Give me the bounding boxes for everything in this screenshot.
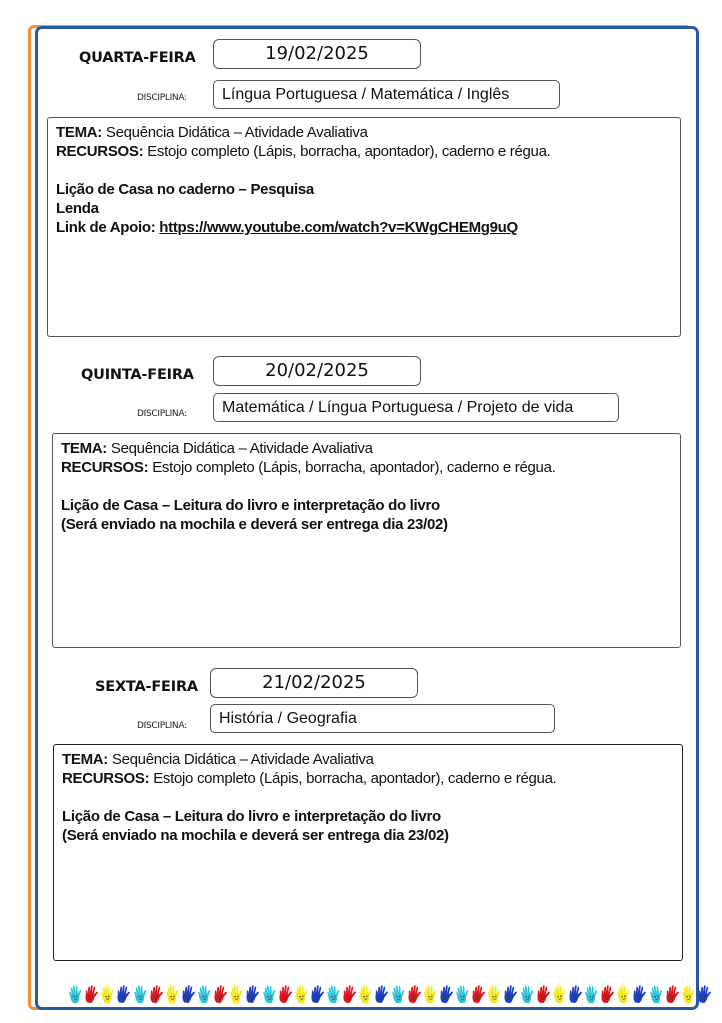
tema-text: Sequência Didática – Atividade Avaliativa <box>111 751 374 768</box>
hand-print-icon <box>244 984 260 1004</box>
hand-print-group <box>196 984 261 1006</box>
recursos-label: RECURSOS: <box>56 143 144 160</box>
support-link-line <box>56 218 672 237</box>
lesson-content-box <box>47 117 681 337</box>
recursos-label: RECURSOS: <box>61 459 149 476</box>
day-label: QUINTA-FEIRA <box>81 367 194 383</box>
hand-print-icon <box>115 984 131 1004</box>
hand-print-icon <box>519 984 535 1004</box>
hand-print-group <box>648 984 713 1006</box>
hand-print-icon <box>83 984 99 1004</box>
hand-print-icon <box>164 984 180 1004</box>
hand-print-icon <box>67 984 83 1004</box>
date-field: 19/02/2025 <box>213 39 421 69</box>
day-label: QUARTA-FEIRA <box>79 50 196 66</box>
hand-print-icon <box>373 984 389 1004</box>
recursos-text: Estojo completo (Lápis, borracha, apontador), caderno e régua. <box>152 459 556 476</box>
hand-print-icon <box>422 984 438 1004</box>
tema-label: TEMA: <box>56 124 102 141</box>
hand-print-icon <box>438 984 454 1004</box>
discipline-field: Matemática / Língua Portuguesa / Projeto de vida <box>213 393 619 422</box>
hand-print-icon <box>196 984 212 1004</box>
hand-print-icon <box>567 984 583 1004</box>
tema-label: TEMA: <box>62 751 108 768</box>
lesson-content-box <box>53 744 683 961</box>
hand-print-border <box>67 984 712 1006</box>
tema-line <box>61 439 672 458</box>
day-label: SEXTA-FEIRA <box>95 679 198 695</box>
homework-text: Lição de Casa no caderno – Pesquisa <box>56 181 314 198</box>
hand-print-group <box>390 984 455 1006</box>
tema-label: TEMA: <box>61 440 107 457</box>
hand-print-group <box>583 984 648 1006</box>
hand-print-icon <box>341 984 357 1004</box>
discipline-label: DISCIPLINA: <box>137 721 187 731</box>
recursos-line <box>56 142 672 161</box>
hand-print-icon <box>664 984 680 1004</box>
hand-print-icon <box>696 984 712 1004</box>
hand-print-icon <box>228 984 244 1004</box>
discipline-label: DISCIPLINA: <box>137 409 187 419</box>
hand-print-icon <box>648 984 664 1004</box>
hand-print-icon <box>148 984 164 1004</box>
support-link[interactable]: https://www.youtube.com/watch?v=KWgCHEMg9uQ <box>159 219 518 236</box>
recursos-text: Estojo completo (Lápis, borracha, apontador), caderno e régua. <box>153 770 557 787</box>
tema-line <box>62 750 674 769</box>
hand-print-icon <box>599 984 615 1004</box>
discipline-field: História / Geografia <box>210 704 555 733</box>
hand-print-icon <box>406 984 422 1004</box>
hand-print-icon <box>470 984 486 1004</box>
recursos-text: Estojo completo (Lápis, borracha, apontador), caderno e régua. <box>147 143 551 160</box>
hand-print-icon <box>390 984 406 1004</box>
tema-text: Sequência Didática – Atividade Avaliativa <box>110 440 373 457</box>
recursos-line <box>62 769 674 788</box>
support-link-label: Link de Apoio: <box>56 219 156 236</box>
homework-text: Lição de Casa – Leitura do livro e interpretação do livro <box>62 808 441 825</box>
hand-print-icon <box>454 984 470 1004</box>
hand-print-icon <box>132 984 148 1004</box>
hand-print-icon <box>277 984 293 1004</box>
homework-topic: Lenda <box>56 200 99 217</box>
hand-print-icon <box>212 984 228 1004</box>
tema-line <box>56 123 672 142</box>
hand-print-icon <box>99 984 115 1004</box>
discipline-label: DISCIPLINA: <box>137 93 187 103</box>
hand-print-group <box>261 984 326 1006</box>
hand-print-icon <box>631 984 647 1004</box>
discipline-field: Língua Portuguesa / Matemática / Inglês <box>213 80 560 109</box>
date-field: 20/02/2025 <box>213 356 421 386</box>
hand-print-icon <box>535 984 551 1004</box>
hand-print-group <box>67 984 132 1006</box>
hand-print-icon <box>486 984 502 1004</box>
hand-print-icon <box>309 984 325 1004</box>
hand-print-icon <box>502 984 518 1004</box>
hand-print-group <box>454 984 519 1006</box>
homework-note: (Será enviado na mochila e deverá ser entrega dia 23/02) <box>62 827 449 844</box>
hand-print-group <box>519 984 584 1006</box>
hand-print-icon <box>357 984 373 1004</box>
homework-text: Lição de Casa – Leitura do livro e interpretação do livro <box>61 497 440 514</box>
hand-print-icon <box>551 984 567 1004</box>
hand-print-group <box>325 984 390 1006</box>
hand-print-icon <box>261 984 277 1004</box>
recursos-line <box>61 458 672 477</box>
tema-text: Sequência Didática – Atividade Avaliativa <box>105 124 368 141</box>
homework-note: (Será enviado na mochila e deverá ser entrega dia 23/02) <box>61 516 448 533</box>
hand-print-icon <box>180 984 196 1004</box>
date-field: 21/02/2025 <box>210 668 418 698</box>
lesson-content-box <box>52 433 681 648</box>
recursos-label: RECURSOS: <box>62 770 150 787</box>
hand-print-icon <box>583 984 599 1004</box>
hand-print-icon <box>680 984 696 1004</box>
hand-print-icon <box>293 984 309 1004</box>
hand-print-icon <box>325 984 341 1004</box>
hand-print-icon <box>615 984 631 1004</box>
hand-print-group <box>132 984 197 1006</box>
